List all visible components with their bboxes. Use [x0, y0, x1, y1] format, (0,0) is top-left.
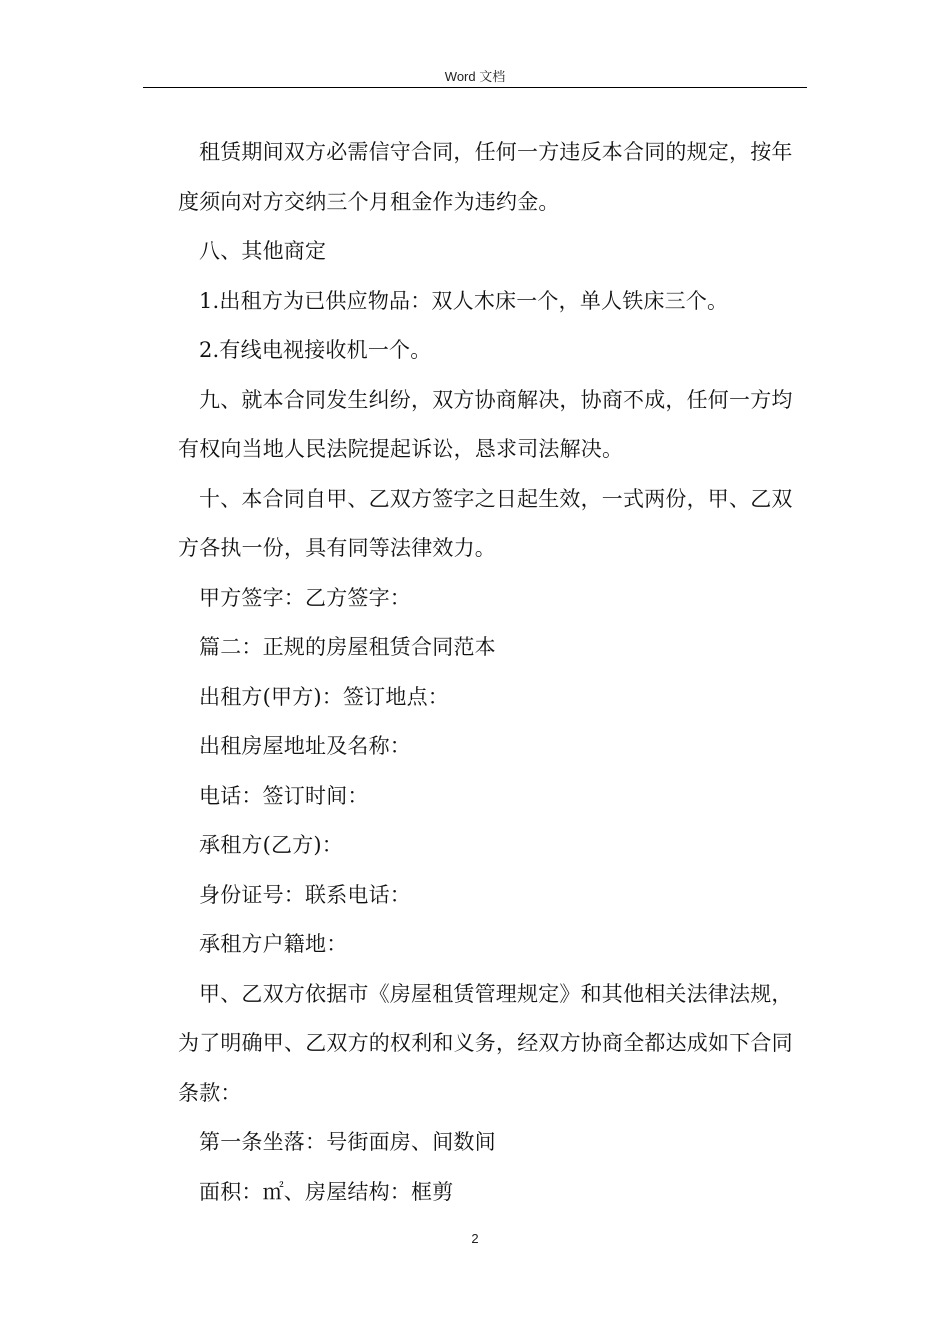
section-heading: 八、其他商定 — [199, 239, 327, 263]
form-field: 承租方户籍地： — [199, 932, 348, 956]
document-body — [178, 128, 806, 1217]
paragraph: 十、本合同自甲、乙双方签字之日起生效，一式两份，甲、乙双方各执一份，具有同等法律效力。 — [178, 486, 793, 560]
form-field: 承租方(乙方)： — [199, 833, 343, 857]
section-heading: 篇二：正规的房屋租赁合同范本 — [199, 635, 496, 659]
form-field: 出租房屋地址及名称： — [199, 734, 411, 758]
header-divider — [143, 87, 807, 88]
form-field: 电话：签订时间： — [199, 783, 369, 808]
paragraph: 甲、乙双方依据市《房屋租赁管理规定》和其他相关法律法规，为了明确甲、乙双方的权利和义务，经双方协商全都达成如下合同条款： — [178, 981, 793, 1105]
page-number: 2 — [471, 1231, 479, 1246]
clause: 面积：㎡、房屋结构：框剪 — [199, 1179, 454, 1204]
document-header: Word 文档 — [444, 69, 506, 84]
paragraph: 2.有线电视接收机一个。 — [199, 338, 432, 362]
signature-line: 甲方签字：乙方签字： — [199, 585, 411, 610]
paragraph: 九、就本合同发生纠纷，双方协商解决，协商不成，任何一方均有权向当地人民法院提起诉讼，恳求司法解决。 — [178, 387, 793, 461]
paragraph: 1.出租方为已供应物品：双人木床一个，单人铁床三个。 — [199, 288, 729, 313]
clause: 第一条坐落：号街面房、间数间 — [199, 1130, 496, 1154]
form-field: 身份证号：联系电话： — [199, 882, 411, 907]
form-field: 出租方(甲方)：签订地点： — [199, 684, 449, 709]
paragraph: 租赁期间双方必需信守合同，任何一方违反本合同的规定，按年度须向对方交纳三个月租金作为违约金。 — [178, 140, 793, 214]
